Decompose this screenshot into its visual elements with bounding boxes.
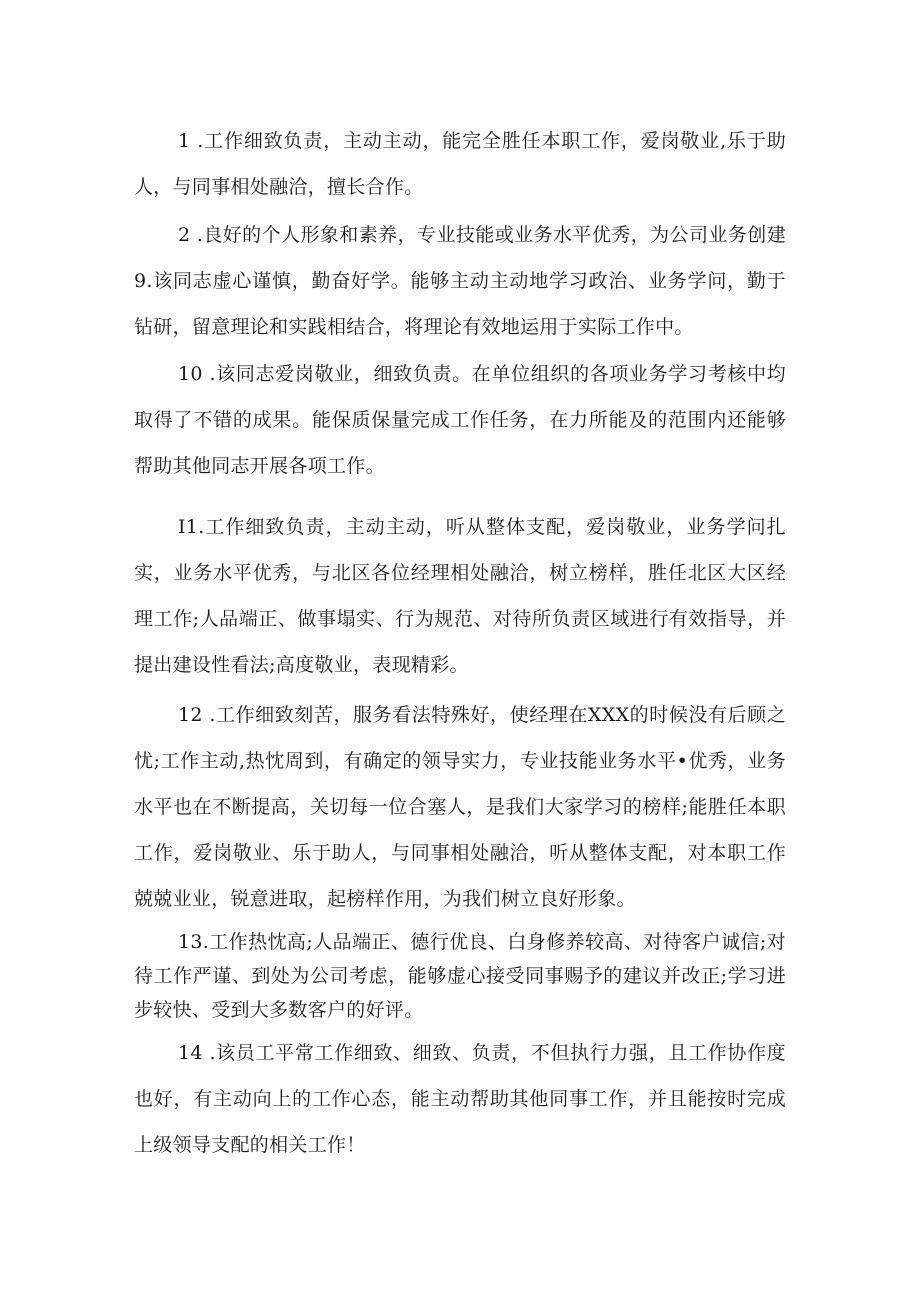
paragraph-10: 10 .该同志爱岗敬业，细致负责。在单位组织的各项业务学习考核中均取得了不错的成果。能保质保量完成工作任务，在力所能及的范围内还能够帮助其他同志开展各项工作。: [134, 363, 786, 477]
paragraph-14: 14 .该员工平常工作细致、细致、负责，不但执行力强，且工作协作度也好，有主动向上的工作心态，能主动帮助其他同事工作，并且能按时完成上级领导支配的相关工作！: [134, 1042, 786, 1156]
paragraph-11: I1.工作细致负责，主动主动，听从整体支配，爱岗敬业，业务学问扎实，业务水平优秀，与北区各位经理相处融洽，树立榜样，胜任北区大区经理工作;人品端正、做事塌实、行为规范、对待所负责区域进行有效指导，并提出建设性看法;高度敬业，表现精彩。: [134, 516, 786, 676]
paragraph-13: 13.工作热忱高;人品端正、德行优良、白身修养较高、对待客户诚信;对待工作严谨、到处为公司考虑，能够虚心接受同事赐予的建议并改正;学习进步较快、受到大多数客户的好评。: [134, 931, 786, 1021]
paragraph-2: 2 .良好的个人形象和素养，专业技能或业务水平优秀，为公司业务创建9.该同志虚心谨慎，勤奋好学。能够主动主动地学习政治、业务学问，勤于钻研，留意理论和实践相结合，将理论有效地运用于实际工作中。: [134, 224, 786, 338]
paragraph-1: 1 .工作细致负责，主动主动，能完全胜任本职工作，爱岗敬业,乐于助人，与同事相处融洽，擅长合作。: [134, 130, 786, 198]
paragraph-12: 12 .工作细致刻苦，服务看法特殊好，使经理在XXX的时候没有后顾之忧;工作主动,热忱周到，有确定的领导实力，专业技能业务水平•优秀，业务水平也在不断提高，关切每一位合塞人，是我们大家学习的榜样;能胜任本职工作，爱岗敬业、乐于助人，与同事相处融洽，听从整体支配，对本职工作兢兢业业，锐意进取，起榜样作用，为我们树立良好形象。: [134, 704, 786, 910]
